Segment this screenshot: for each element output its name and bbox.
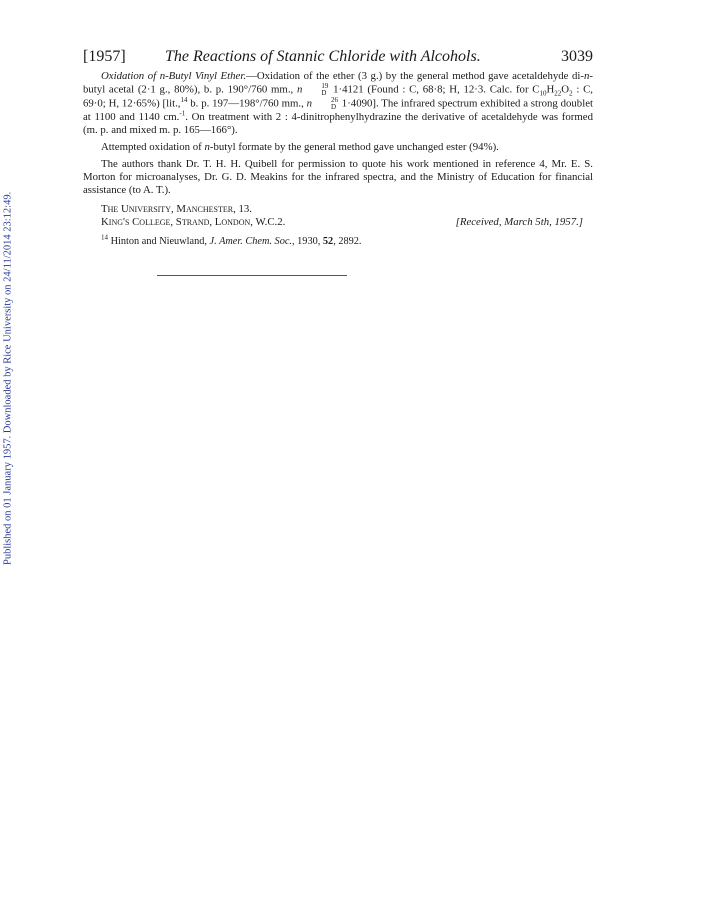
header-year: [1957] xyxy=(83,48,126,65)
formula-subscript: 22 xyxy=(554,89,562,98)
footnote-reference xyxy=(83,235,593,248)
text-run: -butyl acetal (2·1 g., 80%), b. p. 190°/760 mm., xyxy=(83,70,594,96)
download-watermark-text: Published on 01 January 1957. Downloaded by Rice University on 24/11/2014 23:12:49. xyxy=(2,191,14,565)
end-rule xyxy=(157,275,347,276)
d-line-subscript: D xyxy=(331,103,337,111)
formula-element: O xyxy=(561,83,570,96)
refractive-index-symbol: n xyxy=(296,83,303,96)
refractive-index-scripts xyxy=(313,97,338,111)
refractive-index-scripts xyxy=(303,83,328,97)
text-run: Attempted oxidation of xyxy=(101,141,205,153)
refractive-index-symbol: n xyxy=(306,97,312,110)
text-run: . On treatment with 2 : 4-dinitrophenylhydrazine the derivative of acetaldehyde was formed (m. p. and mixed m. p. 165—166°). xyxy=(83,111,593,136)
affiliation-line-1: The University, Manchester, 13. xyxy=(101,203,252,215)
paragraph-butyl-formate xyxy=(83,141,593,154)
affiliation-block xyxy=(83,203,593,229)
reference-superscript: 14 xyxy=(180,95,188,104)
footnote-year: , 1930, xyxy=(292,236,323,247)
text-run: -butyl formate by the general method gave unchanged ester (94%). xyxy=(209,141,499,153)
italic-n: n xyxy=(204,141,210,153)
text-run: 1·4090]. The infrared spectrum exhibited a strong doublet at 1100 and 1140 cm. xyxy=(83,97,593,123)
text-run: 1·4121 (Found : C, 68·8; H, 12·3. Calc. for C xyxy=(329,83,540,96)
body-text xyxy=(83,70,593,197)
page-number: 3039 xyxy=(561,48,593,65)
temperature-superscript: 26 xyxy=(331,96,338,104)
paragraph-butyl-vinyl-ether xyxy=(83,70,593,137)
italic-n: n xyxy=(584,70,590,82)
footnote-volume: 52 xyxy=(322,236,334,247)
footnote-pages: , 2892. xyxy=(333,236,362,247)
header-title: The Reactions of Stannic Chloride with Alcohols. xyxy=(165,48,481,65)
running-header xyxy=(83,48,593,70)
section-heading-compound: n-Butyl Vinyl Ether. xyxy=(156,70,247,82)
d-line-subscript: D xyxy=(321,89,327,97)
formula-element: H xyxy=(546,83,555,96)
unit-superscript: -1 xyxy=(179,109,186,118)
affiliation-line-2-row xyxy=(83,216,593,229)
temperature-superscript: 19 xyxy=(321,82,329,90)
formula-subscript: 2 xyxy=(569,89,573,98)
footnote-number: 14 xyxy=(101,233,108,242)
acknowledgements: The authors thank Dr. T. H. H. Quibell for permission to quote his work mentioned in reference 4, Mr. E. S. Morton for microanalyses, Dr. G. D. Meakins for the infrared spectra, and the Ministry of Education for financial assistance (to A. T.). xyxy=(83,158,593,196)
footnote-authors: Hinton and Nieuwland, xyxy=(108,236,210,247)
text-run: : C, 69·0; H, 12·65%) [lit., xyxy=(83,83,593,110)
text-run: b. p. 197—198°/760 mm., xyxy=(187,97,307,110)
text-run: —Oxidation of the ether (3 g.) by the general method gave acetaldehyde di- xyxy=(246,70,584,82)
download-watermark xyxy=(1,178,15,578)
article-page xyxy=(83,48,593,248)
formula-subscript: 10 xyxy=(539,89,547,98)
affiliation-line-2: King's College, Strand, London, W.C.2. xyxy=(101,216,286,228)
section-heading-prefix: Oxidation of xyxy=(101,70,157,82)
received-date: [Received, March 5th, 1957.] xyxy=(455,216,583,228)
footnote-journal: J. Amer. Chem. Soc. xyxy=(209,236,292,247)
